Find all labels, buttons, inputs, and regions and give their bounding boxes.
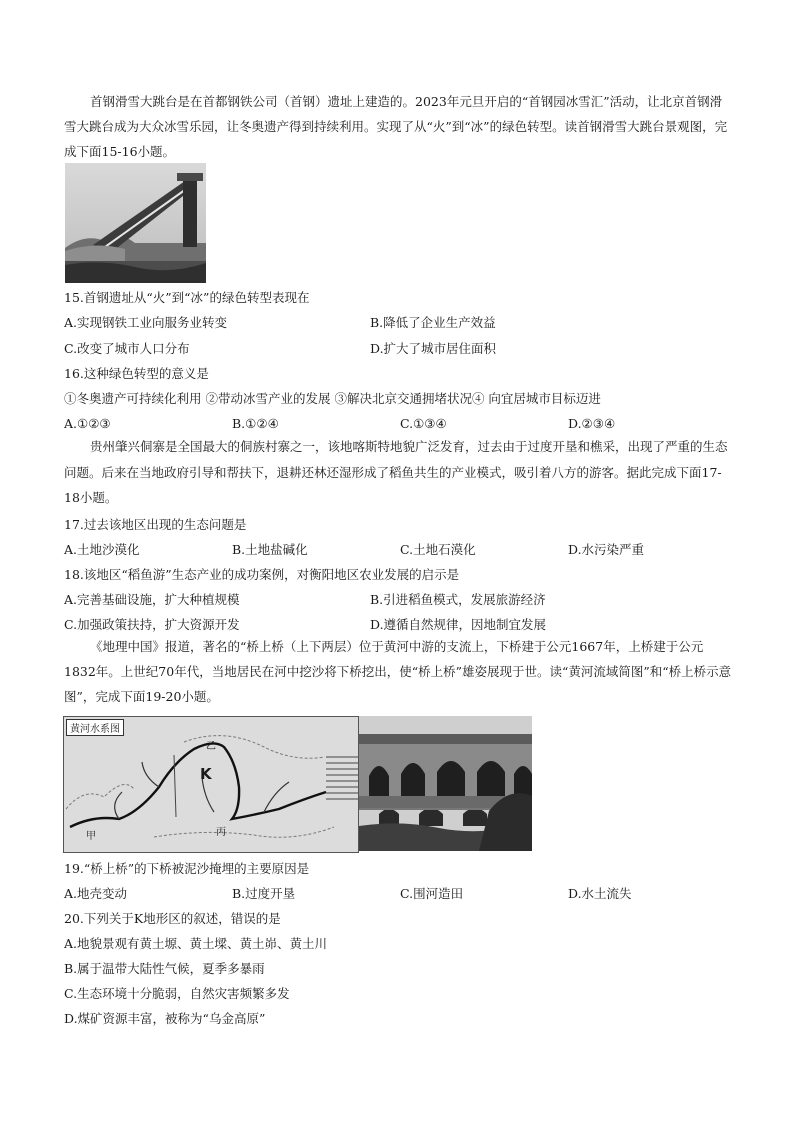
q17-option-a: A.土地沙漠化 — [64, 542, 140, 557]
q20-option-c: C.生态环境十分脆弱，自然灾害频繁多发 — [64, 986, 290, 1001]
bridge-photo — [359, 716, 532, 851]
q16-option-a: A.①②③ — [64, 416, 111, 431]
map-label-yi: 乙 — [206, 741, 216, 752]
map-title: 黄河水系图 — [66, 719, 124, 736]
q20-option-d: D.煤矿资源丰富，被称为“乌金高原” — [64, 1011, 266, 1026]
map-label-jia: 甲 — [86, 831, 96, 842]
q15-option-b: B.降低了企业生产效益 — [370, 315, 496, 330]
question-20-stem: 20.下列关于K地形区的叙述，错误的是 — [64, 911, 281, 926]
q16-option-b: B.①②④ — [232, 416, 279, 431]
q18-option-a: A.完善基础设施，扩大种植规模 — [64, 592, 240, 607]
q19-option-a: A.地壳变动 — [64, 886, 128, 901]
q17-option-b: B.土地盐碱化 — [232, 542, 308, 557]
q20-option-a: A.地貌景观有黄土塬、黄土墚、黄土峁、黄土川 — [64, 936, 328, 951]
passage-3: 《地理中国》报道，著名的“桥上桥（上下两层）位于黄河中游的支流上，下桥建于公元1667年，上桥建于公元1832年。上世纪70年代，当地居民在河中挖沙将下桥挖出，使“桥上桥”雄姿展现于世。读“黄河流域简图”和“桥上桥示意图”，完成下面19-20小题。 — [64, 639, 732, 704]
q16-option-d: D.②③④ — [568, 416, 616, 431]
q18-option-b: B.引进稻鱼模式，发展旅游经济 — [370, 592, 546, 607]
passage-1: 首钢滑雪大跳台是在首都钢铁公司（首钢）遗址上建造的。2023年元旦开启的“首钢园冰雪汇”活动，让北京首钢滑雪大跳台成为大众冰雪乐园，让冬奥遗产得到持续利用。实现了从“火”到“冰”的绿色转型。读首钢滑雪大跳台景观图，完成下面15-16小题。 — [64, 94, 728, 159]
yellow-river-map — [63, 716, 359, 853]
q17-option-c: C.土地石漠化 — [400, 542, 476, 557]
q16-statements: ①冬奥遗产可持续化利用 ②带动冰雪产业的发展 ③解决北京交通拥堵状况④ 向宜居城市目标迈进 — [64, 391, 601, 406]
q18-option-d: D.遵循自然规律，因地制宜发展 — [370, 617, 547, 632]
question-19-stem: 19.“桥上桥”的下桥被泥沙掩埋的主要原因是 — [64, 861, 310, 876]
q15-option-c: C.改变了城市人口分布 — [64, 341, 190, 356]
question-18-stem: 18.该地区“稻鱼游”生态产业的成功案例，对衡阳地区农业发展的启示是 — [64, 567, 460, 582]
q20-option-b: B.属于温带大陆性气候，夏季多暴雨 — [64, 961, 265, 976]
question-16-stem: 16.这种绿色转型的意义是 — [64, 366, 209, 381]
q16-option-c: C.①③④ — [400, 416, 447, 431]
passage-2: 贵州肇兴侗寨是全国最大的侗族村寨之一，该地喀斯特地貌广泛发育，过去由于过度开垦和樵采，出现了严重的生态问题。后来在当地政府引导和帮扶下，退耕还林还湿形成了稻鱼共生的产业模式，吸引着八方的游客。据此完成下面17-18小题。 — [64, 439, 728, 505]
ski-jump-photo — [65, 163, 206, 283]
map-label-k: K — [200, 765, 212, 783]
q15-option-a: A.实现钢铁工业向服务业转变 — [64, 315, 228, 330]
q19-option-d: D.水土流失 — [568, 886, 632, 901]
q17-option-d: D.水污染严重 — [568, 542, 645, 557]
q19-option-b: B.过度开垦 — [232, 886, 296, 901]
question-17-stem: 17.过去该地区出现的生态问题是 — [64, 517, 247, 532]
q18-option-c: C.加强政策扶持，扩大资源开发 — [64, 617, 240, 632]
question-15-stem: 15.首钢遗址从“火”到“冰”的绿色转型表现在 — [64, 290, 310, 305]
q19-option-c: C.围河造田 — [400, 886, 464, 901]
q15-option-d: D.扩大了城市居住面积 — [370, 341, 497, 356]
map-label-bing: 丙 — [216, 827, 226, 838]
